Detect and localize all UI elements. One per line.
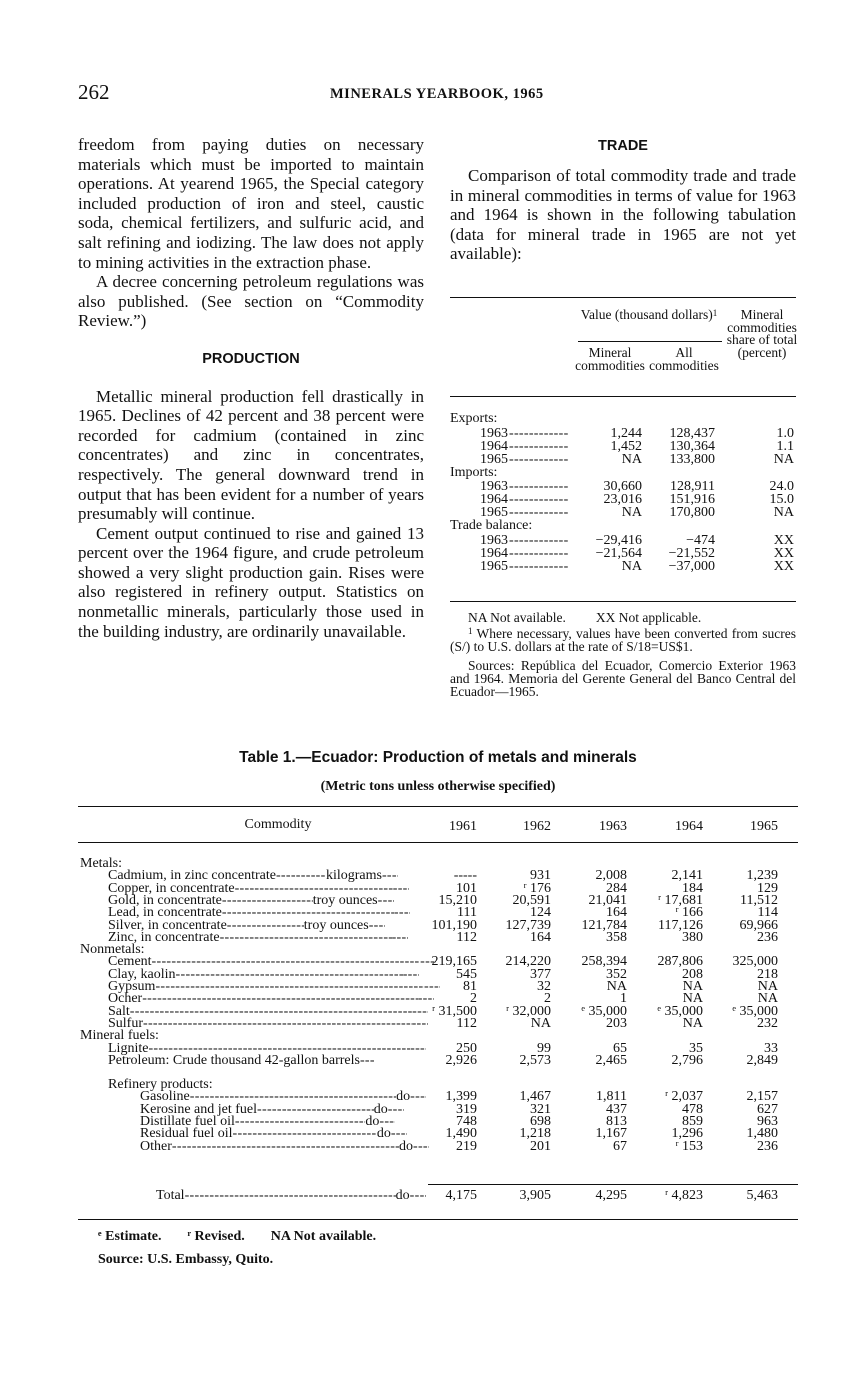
row-label-text: Salt [108,1003,130,1019]
cell-value: 21,041 [588,892,627,908]
leader-dots [393,882,409,895]
cell-value: 124 [530,905,551,921]
cell-value: 69,966 [739,917,778,933]
cell-value: 250 [456,1040,477,1056]
group-label [450,412,796,425]
trade-notes [450,611,796,698]
all-value: −474 [686,532,715,548]
cell-value: 101 [456,880,477,896]
row-unit: kilograms [325,868,382,884]
table-row [450,560,796,573]
table-row [78,931,798,944]
leader-dots [410,1090,426,1103]
row-label [108,980,424,993]
year-text: 1964 [480,438,508,454]
year-text: 1963 [480,479,508,494]
share-value: NA [773,451,794,467]
row-label-text: Sulfur [108,1015,143,1031]
all-value: 128,437 [669,425,715,441]
all-value: 130,364 [669,438,715,454]
row-label [140,1140,424,1153]
all-value: 133,800 [669,451,715,467]
table1-header-rule [78,842,798,843]
group-label [450,519,796,532]
table1-subtitle: (Metric tons unless otherwise specified) [320,779,556,794]
legend-revised: ʳ Revised. [187,1229,245,1244]
cell-value: 164 [606,905,627,921]
cell-value: 478 [682,1101,703,1117]
cell-value: 1,218 [519,1126,551,1142]
leader-dots [233,1127,377,1140]
cell-value: NA [682,1015,703,1031]
leader-dots [142,992,418,1005]
cell-value: 1,467 [519,1089,551,1105]
section-heading-trade: TRADE [598,138,648,154]
cell-value: 963 [757,1114,778,1129]
cell-value: 15,210 [438,892,477,908]
cell-value: 236 [757,1138,778,1154]
legend-na: NA Not available. [270,1229,377,1244]
mineral-value: 1,244 [610,425,642,441]
row-label-text: Refinery products: [108,1077,213,1093]
cell-value: NA [682,991,703,1007]
row-label-text: Nonmetals: [80,942,145,958]
cell-value: 859 [682,1114,703,1129]
all-value: 128,911 [670,479,715,494]
trade-sources: Sources: República del Ecuador, Comercio Exterior 1963 and 1964. Memoria del Gerente General del Banco Central del Ecuador—1965. [450,658,796,699]
cell-value: 101,190 [431,917,477,933]
cell-value: 2,849 [746,1052,778,1068]
cell-value: 377 [530,966,551,982]
table1-top-rule [78,806,798,807]
cell-value: 236 [757,929,778,945]
cell-value: 35 [689,1040,703,1056]
table-row [450,453,796,466]
cell-value: NA [682,979,703,994]
cell-value: 219 [456,1138,477,1154]
mineral-value: NA [621,451,642,467]
cell-value: NA [606,979,627,994]
header-rule [578,341,722,342]
cell-value: 208 [682,966,703,982]
cell-value: 2,573 [519,1052,551,1068]
leader-dots [410,1042,426,1055]
share-value: 15.0 [769,492,794,507]
cell-value: ᵉ 35,000 [581,1003,627,1019]
row-unit: do [376,1126,391,1142]
leader-dots [369,919,385,932]
header-bottom-rule [450,396,796,397]
cell-value: 813 [606,1114,627,1129]
mineral-value: −21,564 [595,545,642,561]
mineral-value: 30,660 [603,479,642,494]
year-header-1963: 1963 [599,819,627,834]
cell-value: 2,926 [445,1052,477,1068]
production-table [78,806,798,1220]
year-text: 1963 [480,425,508,441]
row-label-text: Ocher [108,991,143,1007]
paragraph-decree: A decree concerning petroleum regulations was also published. (See section on “Commodity Review.”) [78,272,424,331]
row-label-text: Lead, in concentrate [108,905,222,921]
mineral-value: 23,016 [603,492,642,507]
row-unit: do [396,1089,411,1105]
group-label [450,466,796,479]
cell-value: 112 [456,1015,477,1031]
trade-footnote: $^1$ Where necessary, values have been converted from sucres (S/) to U.S. dollars at the rate of S/18=US$1. [450,626,796,654]
leader-dots [509,427,569,440]
cell-value: 2,796 [671,1052,703,1068]
cell-value: 218 [757,966,778,982]
row-label-text: Total [156,1188,185,1203]
leader-dots [276,869,326,882]
cell-value: 201 [530,1138,551,1154]
cell-value: 2 [544,991,551,1007]
leader-dots [412,1005,428,1018]
left-column [78,135,424,641]
leader-dots [378,894,394,907]
row-label-text: Gypsum [108,979,156,994]
header-commodity: Commodity [244,817,312,832]
leader-dots [235,1115,366,1128]
row-unit: troy ounces [312,892,378,908]
leader-dots [413,1140,429,1153]
table-rule [450,297,796,298]
year-text: 1965 [480,558,508,574]
cell-value: 117,126 [658,917,703,933]
leader-dots [392,931,408,944]
cell-value: ʳ 4,823 [664,1188,703,1203]
cell-value: 2,141 [671,868,703,884]
leader-dots [394,906,410,919]
share-value: NA [773,505,794,520]
table1-bottom-rule [78,1219,798,1220]
cell-value: NA [530,1015,551,1031]
header-share: Mineral commodities share of total (percent) [726,307,798,360]
cell-value: 121,784 [581,917,627,933]
cell-value: ʳ 153 [675,1138,703,1154]
cell-value: 1,239 [746,868,778,884]
cell-value: ᵉ 35,000 [732,1003,778,1019]
leader-dots [509,534,569,547]
paragraph-metallic: Metallic mineral production fell drastically in 1965. Declines of 42 percent and 38 percent were recorded for cadmium (contained in zinc concentrates) and zinc in concentrates, respectively. The general downward trend in output that has been evident for a number of years presumably will continue. [78,386,424,524]
cell-value: 232 [757,1015,778,1031]
mineral-value: NA [621,505,642,520]
cell-value: 67 [613,1138,627,1154]
cell-value: 3,905 [519,1188,551,1203]
group-label-text: Imports: [450,464,498,480]
row-label [140,1127,424,1140]
leader-dots [382,869,398,882]
share-value: XX [773,545,794,561]
cell-value: ʳ 17,681 [657,892,703,908]
cell-value: 287,806 [657,954,703,970]
leader-dots [509,547,569,560]
cell-value: 33 [764,1040,778,1056]
cell-value: 203 [606,1015,627,1031]
row-label-text: Kerosine and jet fuel [140,1101,258,1117]
cell-value: 20,591 [512,892,551,908]
cell-value: 284 [606,880,627,896]
cell-value: ʳ 31,500 [431,1003,477,1019]
leader-dots [172,1140,399,1153]
trade-table [450,297,796,602]
leader-dots [509,560,569,573]
leader-dots [130,1005,412,1018]
cell-value: 4,175 [445,1188,477,1203]
row-label-text: Cement [108,954,152,970]
cell-value: 111 [457,905,477,921]
cell-value: 1,399 [445,1089,477,1105]
year-text: 1964 [480,545,508,561]
cell-value: 219,165 [431,954,477,970]
trade-intro [450,166,796,264]
row-unit: troy ounces [303,917,369,933]
all-value: −21,552 [668,545,715,561]
row-unit: do [398,1138,413,1154]
cell-value: 81 [463,979,477,994]
leader-dots [388,1103,404,1116]
group-label-text: Exports: [450,411,498,426]
header-all: All commodities [649,345,719,373]
all-value: 151,916 [669,492,715,507]
year-text: 1964 [480,492,508,507]
row-unit: do [395,1188,410,1203]
year-text: 1965 [480,505,508,520]
header-value: Value (thousand dollars)$^1$ [580,307,718,322]
cell-value: 5,463 [746,1188,778,1203]
cell-value: 748 [456,1114,477,1129]
row-label [108,992,424,1005]
row-label [108,1005,424,1018]
total-row [78,1189,798,1202]
year-header-1965: 1965 [750,819,778,834]
section-heading-production: PRODUCTION [202,350,300,367]
all-value: 170,800 [669,505,715,520]
cell-value: ʳ 2,037 [664,1089,703,1105]
row-label-text: Other [140,1138,172,1154]
page-number: 262 [78,80,110,104]
cell-value: 545 [456,966,477,982]
cell-value: 164 [530,929,551,945]
paragraph-intro: freedom from paying duties on necessary materials which must be imported to maintain operations. At yearend 1965, the Special category included production of iron and steel, caustic soda, chemical fertilizers, and sulfuric acid, and salt refining and iodizing. The law does not apply to mining activities in the extraction phase. [78,135,424,272]
trade-note-abbrev: NA Not available. XX Not applicable. [468,610,702,625]
cell-value: 114 [757,905,778,921]
year-text: 1965 [480,451,508,467]
row-year [480,560,574,573]
row-label [108,1054,424,1067]
row-label-text: Cadmium, in zinc concentrate [108,868,276,884]
leader-dots [509,480,569,493]
row-label-text: Lignite [108,1040,149,1056]
mineral-value: −29,416 [595,532,642,548]
leader-dots [227,919,304,932]
leader-dots [176,968,403,981]
share-value: 1.0 [776,425,794,441]
cell-value: 4,295 [595,1188,627,1203]
row-unit: do [365,1114,380,1129]
leader-dots [155,980,424,993]
cell-value: 258,394 [581,954,627,970]
leader-dots [509,440,569,453]
legend-estimate: ᵉ Estimate. [98,1229,162,1244]
table-row [78,1017,798,1030]
cell-value: 2,157 [746,1089,778,1105]
cell-value: 321 [530,1101,551,1117]
cell-value: 1,811 [596,1089,627,1105]
cell-value: 1,480 [746,1126,778,1142]
cell-value: 214,220 [505,954,551,970]
leader-dots [222,894,313,907]
leader-dots [410,1189,426,1202]
leader-dots [509,493,569,506]
row-label-text: Distillate fuel oil [140,1114,235,1129]
year-header-1964: 1964 [675,819,703,834]
row-unit: do [373,1101,388,1117]
paragraph-trade-intro: Comparison of total commodity trade and trade in mineral commodities in terms of value for 1963 and 1964 is shown in the following tabulation (data for mineral trade in 1965 are not yet available): [450,166,796,264]
table-bottom-rule [450,601,796,602]
table1-title: Table 1.—Ecuador: Production of metals and minerals [239,749,637,766]
leader-dots [185,1189,396,1202]
table-row [78,1140,798,1153]
year-text: 1963 [480,532,508,548]
table-row [78,1054,798,1067]
mineral-value: 1,452 [610,438,642,454]
cell-value: NA [757,991,778,1007]
group-label-text: Trade balance: [450,518,533,533]
cell-value: 358 [606,929,627,945]
row-label-text: Mineral fuels: [80,1028,159,1044]
cell-value: 698 [530,1114,551,1129]
mineral-value: NA [621,558,642,574]
leader-dots [424,980,440,993]
cell-value: 112 [456,929,477,945]
leader-dots [143,1017,412,1030]
total-rule [428,1184,798,1185]
row-label [108,931,424,944]
cell-value: ʳ 176 [523,880,551,896]
cell-value: 380 [682,929,703,945]
cell-value: 437 [606,1101,627,1117]
row-label-text: Gasoline [140,1089,190,1105]
leader-dots [360,1054,374,1067]
cell-value: 65 [613,1040,627,1056]
leader-dots [403,968,419,981]
share-value: 24.0 [769,479,794,494]
table1-source: Source: U.S. Embassy, Quito. [98,1252,274,1267]
row-label-text: Residual fuel oil [140,1126,233,1142]
cell-value: 319 [456,1101,477,1117]
cell-value: 32 [537,979,551,994]
cell-value: 2 [470,991,477,1007]
header-mineral: Mineral commodities [575,345,645,373]
row-label-text: Silver, in concentrate [108,917,227,933]
cell-value: 11,512 [740,892,778,908]
table1-legend [98,1229,376,1245]
cell-value: 129 [757,880,778,896]
leader-dots [220,931,392,944]
row-label-text: Copper, in concentrate [108,880,235,896]
paragraph-cement: Cement output continued to rise and gained 13 percent over the 1964 figure, and crude petroleum showed a very slight production gain. Rises were also registered in refinery output. Statistics on nonmetallic minerals, particularly those used in the building industry, are ordinarily unavailable. [78,523,424,641]
cell-value: 2,465 [595,1052,627,1068]
cell-value: 1,490 [445,1126,477,1142]
cell-value: ᵉ 35,000 [657,1003,703,1019]
leader-dots [412,1017,428,1030]
share-value: XX [773,558,794,574]
year-header-1962: 1962 [523,819,551,834]
row-label-text: Petroleum: Crude thousand 42-gallon barrels [108,1052,360,1068]
cell-value: ʳ 32,000 [505,1003,551,1019]
cell-value: 1 [620,991,627,1007]
cell-value: 325,000 [732,954,778,970]
leader-dots [152,955,421,968]
leader-dots [509,453,569,466]
row-label-text: Gold, in concentrate [108,892,222,908]
cell-value: 352 [606,966,627,982]
row-year [480,453,574,466]
share-value: XX [773,532,794,548]
year-header-1961: 1961 [449,819,477,834]
cell-value: 127,739 [505,917,551,933]
cell-value: 184 [682,880,703,896]
cell-value: 1,296 [671,1126,703,1142]
cell-value: ----- [453,868,477,884]
leader-dots [257,1103,374,1116]
running-title: MINERALS YEARBOOK, 1965 [330,86,544,102]
share-value: 1.1 [776,438,794,454]
row-label-text: Clay, kaolin [108,966,176,982]
cell-value: ʳ 166 [675,905,703,921]
cell-value: NA [757,979,778,994]
row-label-text: Metals: [80,856,122,871]
cell-value: 931 [530,868,551,884]
cell-value: 1,167 [595,1126,627,1142]
row-label-text: Zinc, in concentrate [108,929,220,945]
row-label [156,1189,424,1202]
cell-value: 627 [757,1101,778,1117]
all-value: −37,000 [668,558,715,574]
cell-value: 2,008 [595,868,627,884]
cell-value: 99 [537,1040,551,1056]
